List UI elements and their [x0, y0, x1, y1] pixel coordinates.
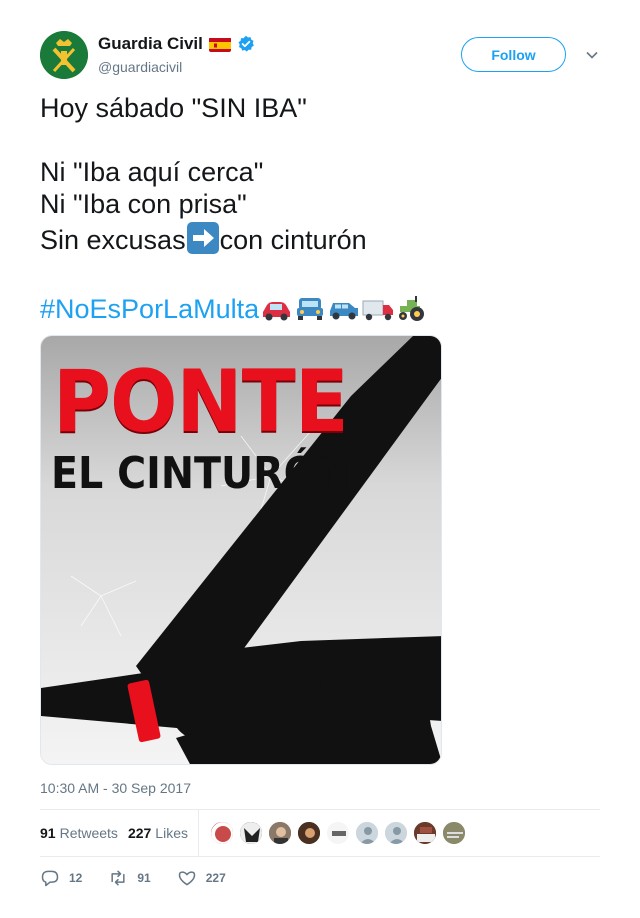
stats-separator — [198, 810, 199, 856]
retweets-stat[interactable] — [40, 825, 118, 841]
follow-button[interactable]: Follow — [461, 37, 566, 72]
display-name[interactable]: Guardia Civil — [98, 34, 203, 53]
suv-icon — [327, 292, 361, 324]
tweet-line — [40, 292, 600, 324]
tweet-line: Ni "Iba aquí cerca" — [40, 157, 264, 187]
poster-title: PONTE — [53, 352, 348, 452]
spain-flag-icon — [209, 37, 231, 52]
retweets-label: Retweets — [59, 825, 118, 841]
liker-avatar[interactable] — [239, 821, 263, 845]
likes-count: 227 — [127, 825, 152, 841]
tweet-line — [40, 224, 600, 256]
tweet-actions — [40, 866, 252, 890]
tweet-line-text: con cinturón — [219, 225, 367, 255]
liker-avatar[interactable] — [384, 821, 408, 845]
retweets-count: 91 — [40, 825, 56, 841]
right-arrow-icon — [186, 224, 220, 256]
verified-badge-icon — [237, 35, 255, 53]
truck-icon — [361, 292, 395, 324]
liker-avatar[interactable] — [326, 821, 350, 845]
liker-avatar[interactable] — [297, 821, 321, 845]
liker-avatar[interactable] — [268, 821, 292, 845]
tweet-line: Hoy sábado "SIN IBA" — [40, 93, 307, 123]
tractor-icon — [395, 292, 429, 324]
blue-car-icon — [293, 292, 327, 324]
guardia-civil-emblem-icon — [40, 31, 88, 79]
tweet-media-image[interactable] — [40, 335, 442, 765]
reply-button[interactable] — [40, 868, 82, 888]
avatar[interactable] — [40, 31, 88, 79]
liker-avatar[interactable] — [442, 821, 466, 845]
tweet-timestamp[interactable]: 10:30 AM - 30 Sep 2017 — [40, 780, 191, 796]
tweet-text — [40, 92, 600, 324]
like-button[interactable] — [177, 868, 226, 888]
heart-icon — [177, 868, 197, 888]
retweet-count: 91 — [137, 871, 151, 885]
divider — [40, 856, 600, 857]
tweet-stats — [40, 810, 600, 856]
tweet-line-text: Sin excusas — [40, 225, 186, 255]
reply-count: 12 — [69, 871, 83, 885]
like-count: 227 — [205, 871, 226, 885]
tweet-line: Ni "Iba con prisa" — [40, 189, 247, 219]
reply-icon — [40, 868, 60, 888]
liker-avatar[interactable] — [355, 821, 379, 845]
likes-stat[interactable] — [128, 825, 188, 841]
retweet-icon — [108, 868, 128, 888]
red-car-icon — [259, 292, 293, 324]
liker-avatars — [210, 821, 466, 845]
retweet-button[interactable] — [108, 868, 150, 888]
chevron-down-icon[interactable] — [584, 47, 600, 63]
account-names — [98, 33, 255, 77]
liker-avatar[interactable] — [210, 821, 234, 845]
likes-label: Likes — [155, 825, 188, 841]
account-handle[interactable]: @guardiacivil — [98, 59, 183, 75]
poster-subtitle: EL CINTURÓN — [51, 448, 351, 499]
hashtag-link[interactable]: #NoEsPorLaMulta — [40, 294, 260, 324]
liker-avatar[interactable] — [413, 821, 437, 845]
tweet-header — [40, 31, 600, 81]
